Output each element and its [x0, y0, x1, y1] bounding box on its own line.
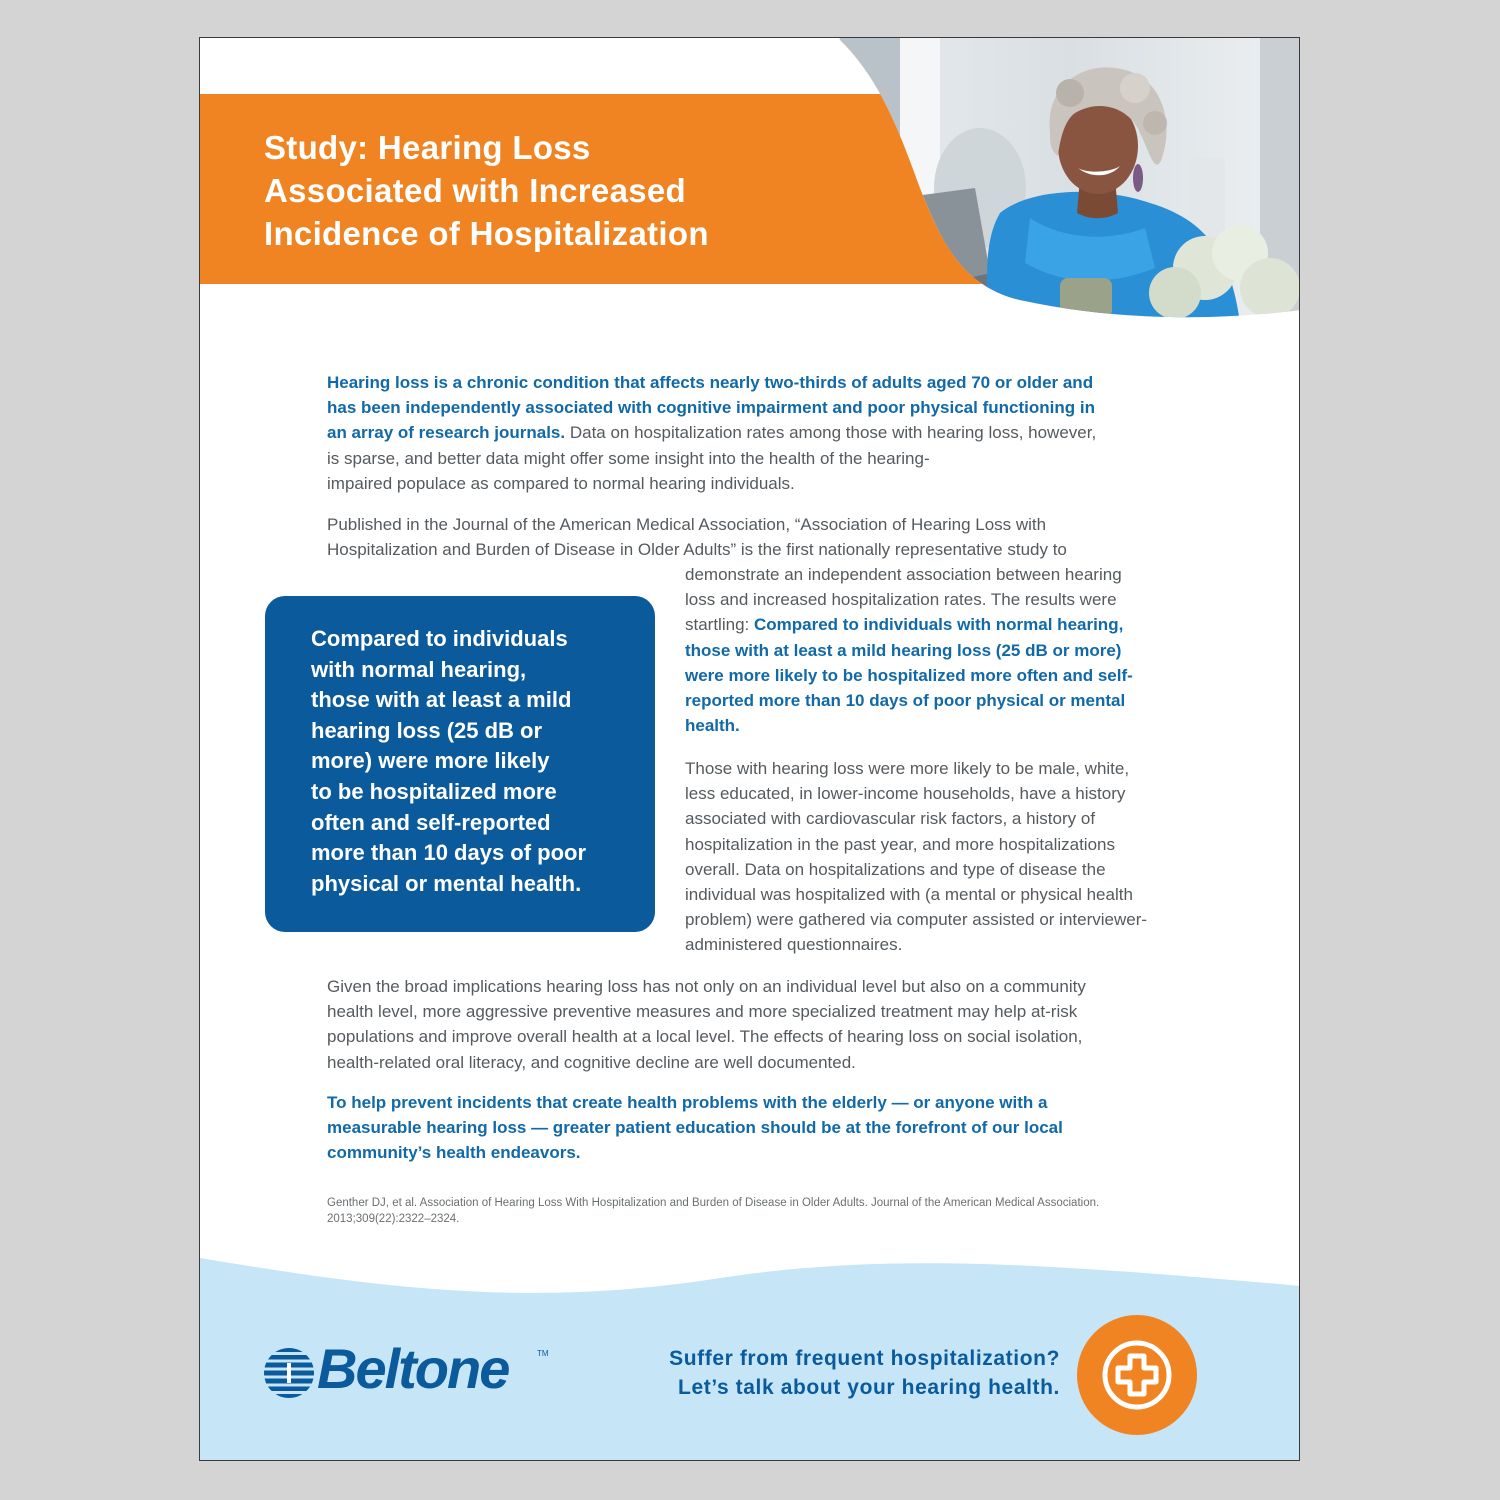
study-text-line: Hospitalization and Burden of Disease in Older Adults” is the first nationally representative study to — [327, 540, 1067, 560]
citation-line: 2013;309(22):2322–2324. — [327, 1213, 460, 1225]
intro-highlight-line: an array of research journals. — [327, 423, 566, 443]
citation-line: Genther DJ, et al. Association of Hearing Loss With Hospitalization and Burden of Disease in Older Adults. Journal of the American Medical Association. — [327, 1197, 1100, 1209]
demographics-line: administered questionnaires. — [685, 935, 903, 955]
intro-text-line: impaired populace as compared to normal hearing individuals. — [327, 473, 795, 493]
study-text-line: demonstrate an independent association between hearing — [685, 565, 1122, 584]
callout-line: to be hospitalized more — [311, 778, 557, 804]
intro-text-line: is sparse, and better data might offer some insight into the health of the hearing- — [327, 448, 930, 468]
footer-tagline — [620, 1344, 1060, 1402]
implications-line: populations and improve overall health at a local level. The effects of hearing loss on social isolation, — [327, 1027, 1083, 1047]
callout-line: hearing loss (25 dB or — [311, 717, 543, 743]
study-paragraph — [327, 512, 1157, 562]
study-highlight-line: were more likely to be hospitalized more often and self- — [685, 665, 1133, 685]
callout-line: more than 10 days of poor — [311, 840, 587, 866]
callout-line: Compared to individuals — [311, 626, 568, 651]
tagline-line: Suffer from frequent hospitalization? — [669, 1347, 1060, 1370]
callout-line: with normal hearing, — [311, 656, 527, 682]
implications-line: health level, more aggressive preventive measures and more specialized treatment may help at-risk — [327, 1002, 1078, 1022]
study-highlight: Compared to individuals with normal hearing, — [753, 615, 1124, 635]
study-highlight-line: health. — [685, 716, 740, 736]
tagline-line: Let’s talk about your hearing health. — [678, 1376, 1060, 1399]
title-line: Incidence of Hospitalization — [264, 215, 709, 252]
implications-paragraph — [327, 974, 1147, 1075]
demographics-line: associated with cardiovascular risk factors, a history of — [685, 809, 1096, 829]
conclusion-line: community’s health endeavors. — [327, 1143, 581, 1163]
conclusion-line: measurable hearing loss — greater patient education should be at the forefront of our local — [327, 1118, 1063, 1138]
demographics-line: less educated, in lower-income households, have a history — [685, 784, 1126, 804]
callout-line: those with at least a mild — [311, 687, 572, 713]
brand-name: Beltone — [317, 1337, 509, 1400]
callout-text — [311, 624, 631, 899]
brand-logo — [263, 1337, 553, 1403]
medical-cross-icon — [1076, 1314, 1198, 1436]
callout-line: physical or mental health. — [311, 870, 582, 896]
study-paragraph-continued — [685, 562, 1185, 738]
title-line: Study: Hearing Loss — [264, 129, 591, 166]
study-highlight-line: reported more than 10 days of poor physical or mental — [685, 691, 1126, 711]
implications-line: Given the broad implications hearing loss has not only on an individual level but also on a community — [327, 977, 1086, 996]
demographics-line: Those with hearing loss were more likely to be male, white, — [685, 759, 1130, 778]
demographics-line: problem) were gathered via computer assisted or interviewer- — [685, 910, 1148, 930]
citation — [327, 1195, 1177, 1227]
intro-highlight-line: has been independently associated with cognitive impairment and poor physical functioning in — [327, 398, 1095, 418]
demographics-paragraph — [685, 756, 1185, 958]
study-text-line: loss and increased hospitalization rates. The results were — [685, 590, 1117, 610]
title-line: Associated with Increased — [264, 172, 686, 209]
callout-line: more) were more likely — [311, 748, 550, 774]
demographics-line: hospitalization in the past year, and more hospitalizations — [685, 834, 1115, 854]
study-text-line: Published in the Journal of the American Medical Association, “Association of Hearing Loss with — [327, 515, 1047, 534]
implications-line: health-related oral literacy, and cognitive decline are well documented. — [327, 1052, 856, 1072]
page-title — [264, 126, 824, 255]
intro-highlight-line: Hearing loss is a chronic condition that affects nearly two-thirds of adults aged 70 or older and — [327, 373, 1094, 392]
demographics-line: overall. Data on hospitalizations and type of disease the — [685, 859, 1106, 879]
flyer-page — [199, 37, 1300, 1461]
intro-text: Data on hospitalization rates among those with hearing loss, however, — [565, 423, 1097, 443]
callout-box — [265, 596, 655, 932]
conclusion-paragraph — [327, 1090, 1147, 1166]
demographics-line: individual was hospitalized with (a mental or physical health — [685, 885, 1133, 905]
globe-icon — [263, 1347, 315, 1399]
conclusion-line: To help prevent incidents that create health problems with the elderly — or anyone with a — [327, 1093, 1048, 1112]
study-text: startling: — [685, 615, 754, 635]
callout-line: often and self-reported — [311, 809, 551, 835]
trademark: TM — [537, 1349, 549, 1358]
study-highlight-line: those with at least a mild hearing loss (25 dB or more) — [685, 640, 1122, 660]
intro-paragraph — [327, 370, 1147, 496]
